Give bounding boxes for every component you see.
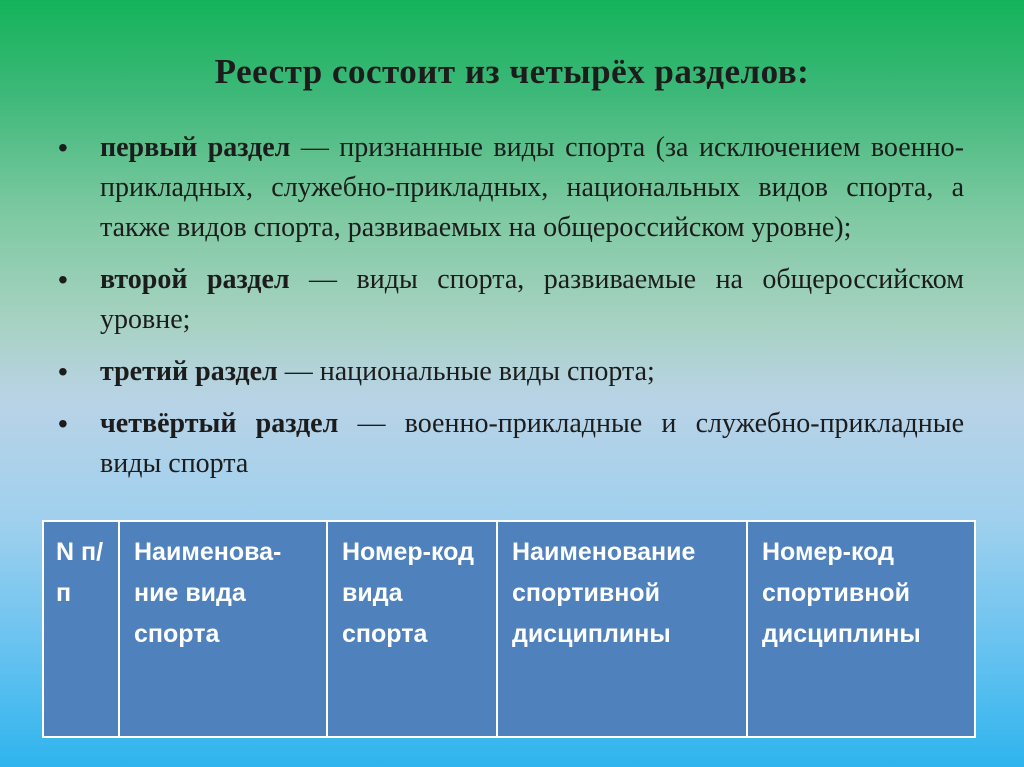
list-item — [58, 128, 964, 248]
list-item — [58, 260, 964, 340]
section-description: — виды спорта, развиваемые на общероссийском уровне; — [100, 264, 964, 335]
registry-table — [42, 520, 976, 738]
section-name: второй раздел — [100, 264, 290, 295]
table-header-cell-discipline-code: Номер-код спортивной дисциплины — [747, 522, 974, 736]
section-name: четвёртый раздел — [100, 408, 339, 439]
bullet-icon: • — [58, 356, 68, 387]
table-header-cell-sport-name: Наименова-ние вида спорта — [119, 522, 327, 736]
bullet-icon: • — [58, 408, 68, 439]
bullet-icon: • — [58, 264, 68, 295]
section-name: первый раздел — [100, 132, 291, 163]
sections-list — [58, 128, 964, 496]
table-header-cell-discipline-name: Наименование спортивной дисциплины — [497, 522, 747, 736]
table-row — [44, 522, 974, 736]
table-header-cell-number: N п/п — [56, 538, 104, 607]
slide-title: Реестр состоит из четырёх разделов: — [214, 52, 810, 91]
bullet-icon: • — [58, 132, 68, 163]
table-grid — [44, 522, 974, 736]
list-item — [58, 404, 964, 484]
list-item — [58, 352, 964, 392]
table-header-cell-sport-code: Номер-код вида спорта — [327, 522, 497, 736]
section-description: — признанные виды спорта (за исключением военно-прикладных, служебно-прикладных, национальных видов спорта, а также видов спорта, развиваемых на общероссийском уровне); — [100, 132, 964, 243]
section-name: третий раздел — [100, 356, 278, 387]
section-description: — национальные виды спорта; — [277, 356, 655, 387]
section-description: — военно-прикладные и служебно-прикладные виды спорта — [100, 408, 965, 479]
